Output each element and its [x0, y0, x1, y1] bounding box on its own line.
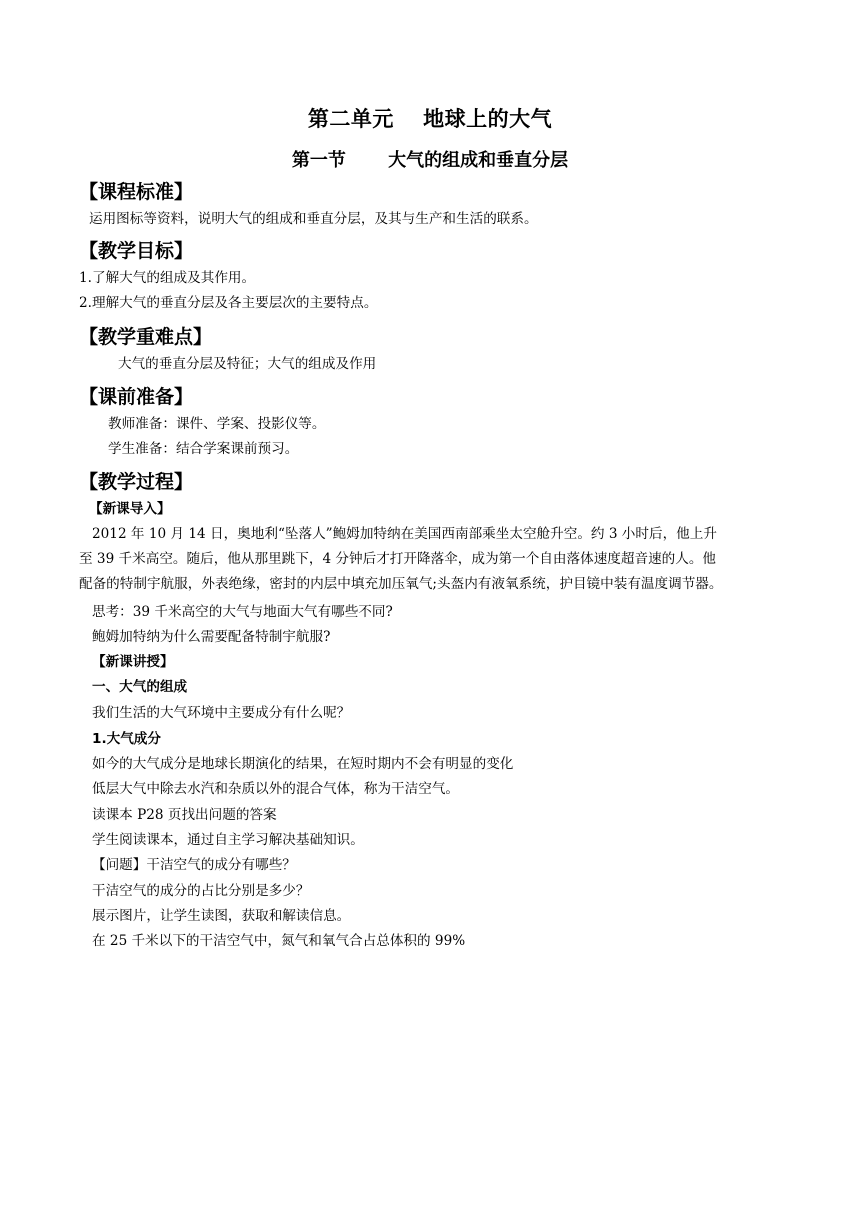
intro-line: 至 39 千米高空。随后，他从那里跳下，4 分钟后才打开降落伞，成为第一个自由落体速度超音速的人。他 [79, 551, 717, 567]
teaching-goal-item: 1.了解大气的组成及其作用。 [79, 270, 256, 286]
section-heading-teaching-goals: 【教学目标】 [79, 240, 194, 262]
section-heading-preparation: 【课前准备】 [79, 386, 194, 408]
part1-question: 我们生活的大气环境中主要成分有什么呢？ [92, 705, 351, 721]
sub1-heading: 1.大气成分 [92, 731, 161, 747]
body-line: 如今的大气成分是地球长期演化的结果，在短时期内不会有明显的变化 [92, 756, 514, 772]
body-line: 学生阅读课本，通过自主学习解决基础知识。 [92, 832, 364, 848]
intro-heading: 【新课导入】 [89, 501, 171, 517]
student-preparation-text: 学生准备：结合学案课前预习。 [108, 441, 299, 457]
intro-line: 配备的特制宇航服，外表绝缘，密封的内层中填充加压氧气;头盔内有液氧系统，护目镜中装有温度调节器。 [79, 576, 723, 592]
teaching-goal-item: 2.理解大气的垂直分层及各主要层次的主要特点。 [79, 295, 378, 311]
key-points-text: 大气的垂直分层及特征；大气的组成及作用 [118, 356, 377, 372]
body-line: 在 25 千米以下的干洁空气中，氮气和氧气合占总体积的 99% [92, 933, 466, 949]
section-heading-key-points: 【教学重难点】 [79, 326, 213, 348]
page-title: 第二单元 地球上的大气 [307, 107, 553, 131]
think-question: 鲍姆加特纳为什么需要配备特制宇航服? [92, 629, 331, 645]
part1-heading: 一、大气的组成 [92, 679, 188, 695]
curriculum-standard-text: 运用图标等资料，说明大气的组成和垂直分层，及其与生产和生活的联系。 [89, 211, 538, 227]
lecture-heading: 【新课讲授】 [92, 654, 174, 670]
body-line: 读课本 P28 页找出问题的答案 [92, 807, 277, 823]
section-heading-curriculum-standard: 【课程标准】 [79, 181, 194, 203]
body-line: 【问题】干洁空气的成分有哪些？ [92, 857, 296, 873]
body-line: 干洁空气的成分的占比分别是多少？ [92, 883, 310, 899]
page-subtitle: 第一节 大气的组成和垂直分层 [291, 150, 569, 171]
body-line: 低层大气中除去水汽和杂质以外的混合气体，称为干洁空气。 [92, 781, 460, 797]
section-heading-process: 【教学过程】 [79, 471, 194, 493]
teacher-preparation-text: 教师准备：课件、学案、投影仪等。 [108, 416, 326, 432]
body-line: 展示图片，让学生读图，获取和解读信息。 [92, 908, 351, 924]
think-question: 思考：39 千米高空的大气与地面大气有哪些不同? [92, 604, 393, 620]
intro-line: 2012 年 10 月 14 日，奥地利“坠落人”鲍姆加特纳在美国西南部乘坐太空舱升空。约 3 小时后，他上升 [92, 526, 717, 542]
